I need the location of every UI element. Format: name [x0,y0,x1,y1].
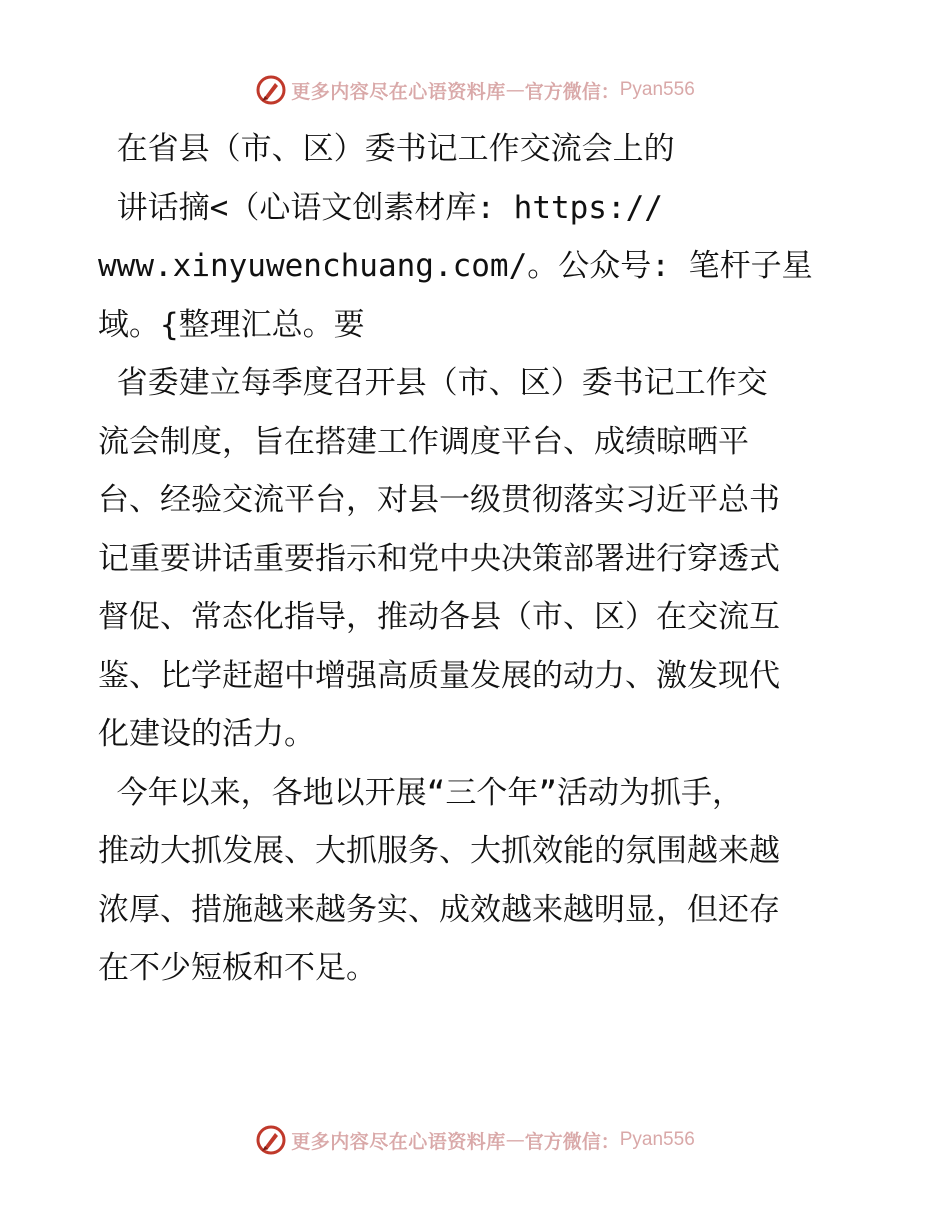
paragraph-line: 督促、常态化指导，推动各县（市、区）在交流互 [98,599,780,635]
header-wechat-id: Pyan556 [619,79,695,100]
paragraph-line: 在不少短板和不足。 [98,950,377,986]
paragraph-line: 浓厚、措施越来越务实、成效越来越明显，但还存 [98,891,780,928]
header-watermark-text: 更多内容尽在心语资料库 [291,80,506,103]
paragraph-line: 省委建立每季度召开县（市、区）委书记工作交 [98,365,768,401]
footer-watermark-dash: — [505,1129,525,1151]
title-line: 讲话摘<（心语文创素材库: https:// [98,189,663,226]
header-wechat-label: 官方微信： [524,80,620,103]
header-watermark-dash: — [505,79,525,101]
title-line: www.xinyuwenchuang.com/。公众号: 笔杆子星 [98,248,813,284]
paragraph-line: 化建设的活力。 [98,716,315,752]
paragraph-line: 流会制度，旨在搭建工作调度平台、成绩晾晒平 [98,423,749,460]
footer-wechat-id: Pyan556 [619,1129,695,1150]
document-body [98,120,858,998]
footer-watermark [0,1120,950,1160]
paragraph-line: 台、经验交流平台，对县一级贯彻落实习近平总书 [98,482,780,518]
paragraph-line: 记重要讲话重要指示和党中央决策部署进行穿透式 [98,540,780,577]
pen-logo-icon [255,1124,287,1156]
header-watermark [0,70,950,110]
paragraph-line: 鉴、比学赶超中增强高质量发展的动力、激发现代 [98,657,780,694]
paragraph-1 [98,354,858,764]
paragraph-2 [98,764,858,998]
title-line: 在省县（市、区）委书记工作交流会上的 [98,131,675,167]
footer-watermark-text: 更多内容尽在心语资料库 [291,1130,506,1153]
paragraph-line: 今年以来，各地以开展“三个年”活动为抓手， [98,774,743,811]
footer-wechat-label: 官方微信： [524,1130,620,1153]
paragraph-line: 推动大抓发展、大抓服务、大抓效能的氛围越来越 [98,833,780,869]
pen-logo-icon [255,74,287,106]
document-title [98,120,858,354]
title-line: 域。{整理汇总。要 [98,306,365,343]
